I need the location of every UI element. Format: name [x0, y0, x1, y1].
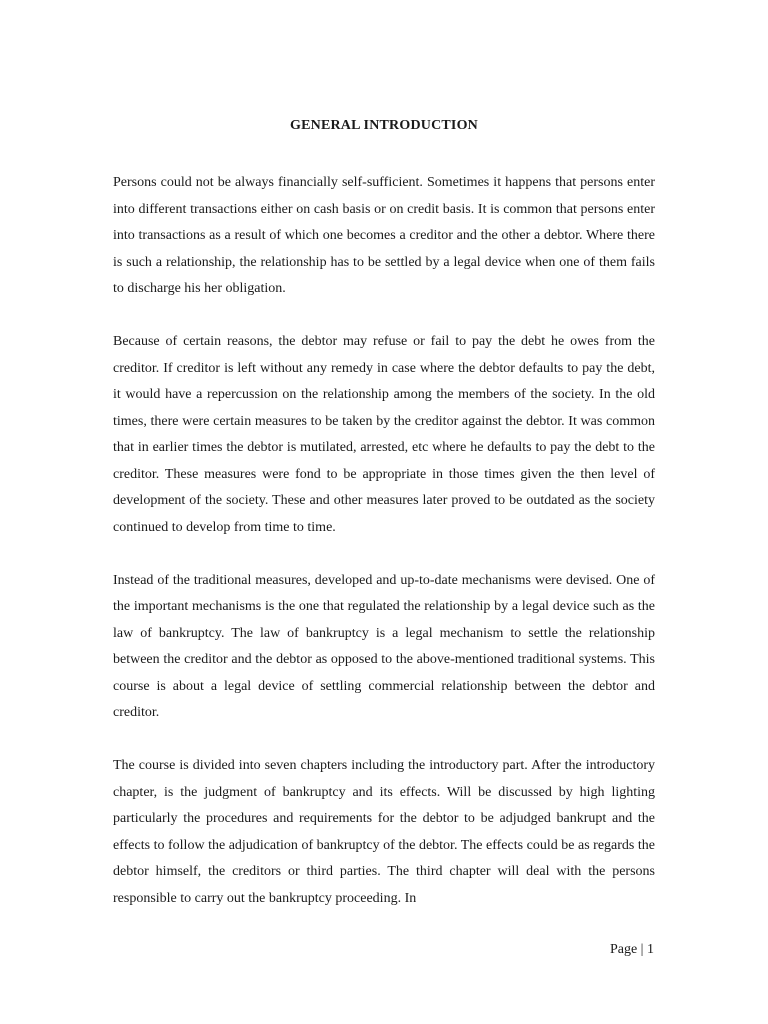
paragraph-1: Persons could not be always financially self-sufficient. Sometimes it happens that persons enter into different transactions either on cash basis or on credit basis. It is common that persons enter into transactions as a result of which one becomes a creditor and the other a debtor. Where there is such a relationship, the relationship has to be settled by a legal device when one of them fails to discharge his her obligation. — [113, 175, 655, 296]
paragraph-3: Instead of the traditional measures, developed and up-to-date mechanisms were devised. One of the important mechanisms is the one that regulated the relationship by a legal device such as the law of bankruptcy. The law of bankruptcy is a legal mechanism to settle the relationship between the creditor and the debtor as opposed to the above-mentioned traditional systems. This course is about a legal device of settling commercial relationship between the debtor and creditor. — [113, 572, 655, 720]
page-title: GENERAL INTRODUCTION — [290, 118, 478, 133]
body-text — [113, 170, 655, 939]
page-number: Page | 1 — [609, 942, 654, 957]
paragraph-4: The course is divided into seven chapters including the introductory part. After the introductory chapter, is the judgment of bankruptcy and its effects. Will be discussed by high lighting particularly the procedures and requirements for the debtor to be adjudged bankrupt and the effects to follow the adjudication of bankruptcy of the debtor. The effects could be as regards the debtor himself, the creditors or third parties. The third chapter will deal with the persons responsible to carry out the bankruptcy proceeding. In — [113, 758, 655, 906]
paragraph-2: Because of certain reasons, the debtor may refuse or fail to pay the debt he owes from the creditor. If creditor is left without any remedy in case where the debtor defaults to pay the debt, it would have a repercussion on the relationship among the members of the society. In the old times, there were certain measures to be taken by the creditor against the debtor. It was common that in earlier times the debtor is mutilated, arrested, etc where he defaults to pay the debt to the creditor. These measures were fond to be appropriate in those times given the then level of development of the society. These and other measures later proved to be outdated as the society continued to develop from time to time. — [113, 334, 655, 535]
